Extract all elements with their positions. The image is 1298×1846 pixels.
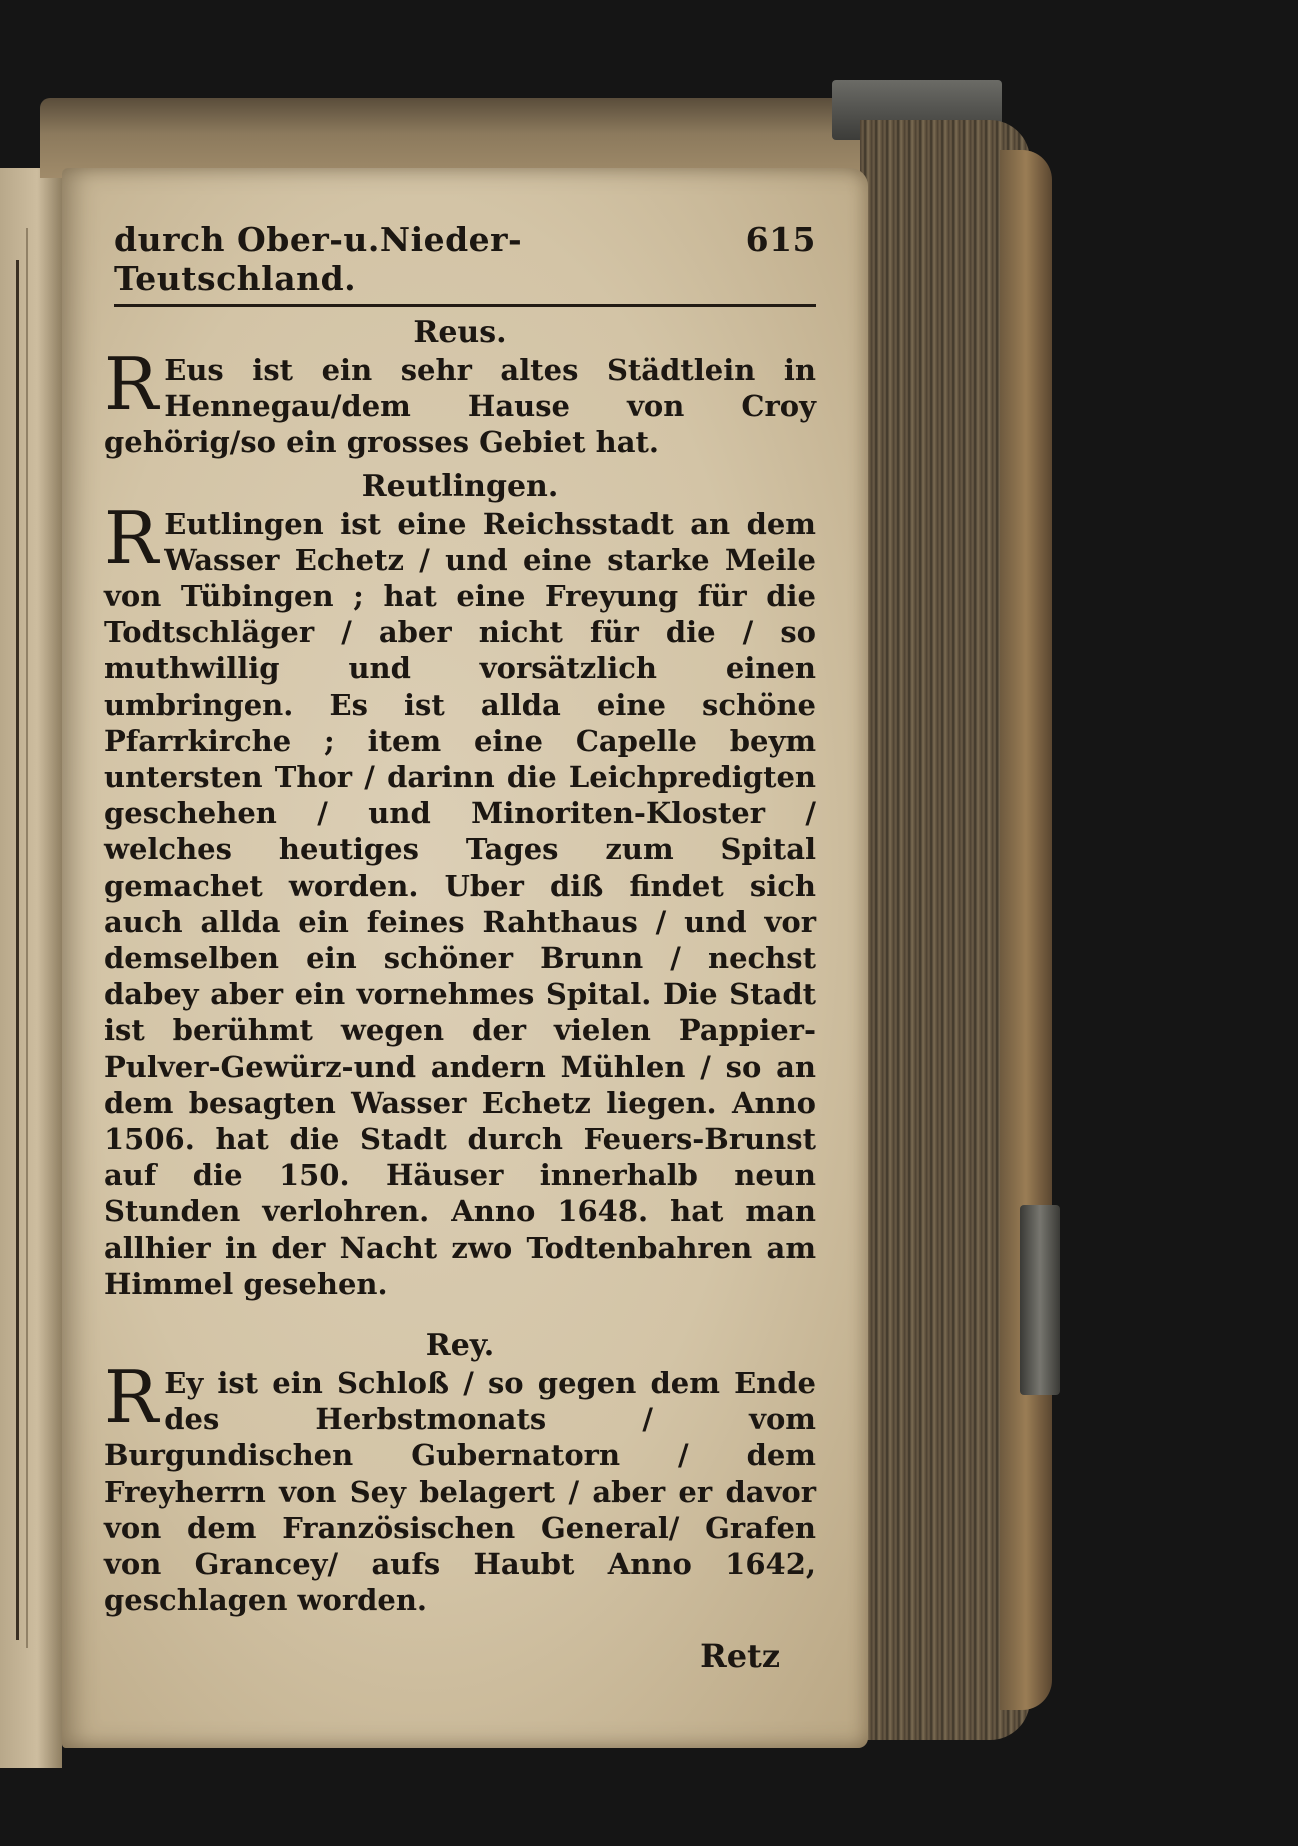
entry-rey	[100, 1328, 820, 1618]
book-binding	[1000, 150, 1052, 1710]
page-border-line	[2, 260, 19, 1640]
metal-clasp-side	[1020, 1205, 1060, 1395]
entry-title: Reus.	[413, 315, 507, 350]
entry-reus	[100, 315, 820, 461]
entry-title: Reutlingen.	[361, 468, 559, 504]
page-number: 615	[745, 220, 816, 259]
book-page	[62, 168, 868, 1748]
catchword: Retz	[700, 1636, 780, 1675]
entry-body	[100, 342, 820, 461]
entry-body	[100, 495, 820, 1302]
initial-letter: R	[104, 495, 159, 580]
page-fold-line	[26, 228, 28, 1648]
entry-title: Rey.	[425, 1328, 495, 1364]
initial-letter: R	[104, 342, 159, 426]
entry-text: Eutlingen ist eine Reichsstadt an dem Wasser Echetz / und eine starke Meile von Tübingen ; hat eine Freyung für die Todtschläger / aber nicht für die / so muthwillig und vorsätzlich einen umbringen. Es ist allda eine schöne Pfarrkirche ; item eine Capelle beym untersten Thor / darinn die Leichpredigten geschehen / und Minoriten-Kloster / welches heutiges Tages zum Spital gemachet worden. Uber diß findet sich auch allda ein feines Rahthaus / und vor demselben ein schöner Brunn / nechst dabey aber ein vornehmes Spital. Die Stadt ist berühmt wegen der vielen Pappier-Pulver-Gewürz-und andern Mühlen / so an dem besagten Wasser Echetz liegen. Anno 1506. hat die Stadt durch Feuers-Brunst auf die 150. Häuser innerhalb neun Stunden verlohren. Anno 1648. hat man allhier in der Nacht zwo Todtenbahren am Himmel gesehen.	[104, 506, 816, 1301]
page-text	[100, 220, 820, 1675]
entry-body	[100, 1355, 820, 1618]
entry-reutlingen	[100, 469, 820, 1302]
running-head	[114, 220, 816, 307]
previous-page-edge	[0, 168, 62, 1768]
running-head-title: durch Ober-u.Nieder-Teutschland.	[114, 220, 523, 298]
entry-text: Eus ist ein sehr altes Städtlein in Hennegau/dem Hause von Croy gehörig/so ein grosses Gebiet hat.	[104, 353, 816, 460]
entry-text: Ey ist ein Schloß / so gegen dem Ende des Herbstmonats / vom Burgundischen Gubernatorn / dem Freyherrn von Sey belagert / aber er davor von dem Französischen General/ Grafen von Grancey/ aufs Haubt Anno 1642, geschlagen worden.	[104, 1366, 816, 1618]
initial-letter: R	[104, 1355, 159, 1440]
